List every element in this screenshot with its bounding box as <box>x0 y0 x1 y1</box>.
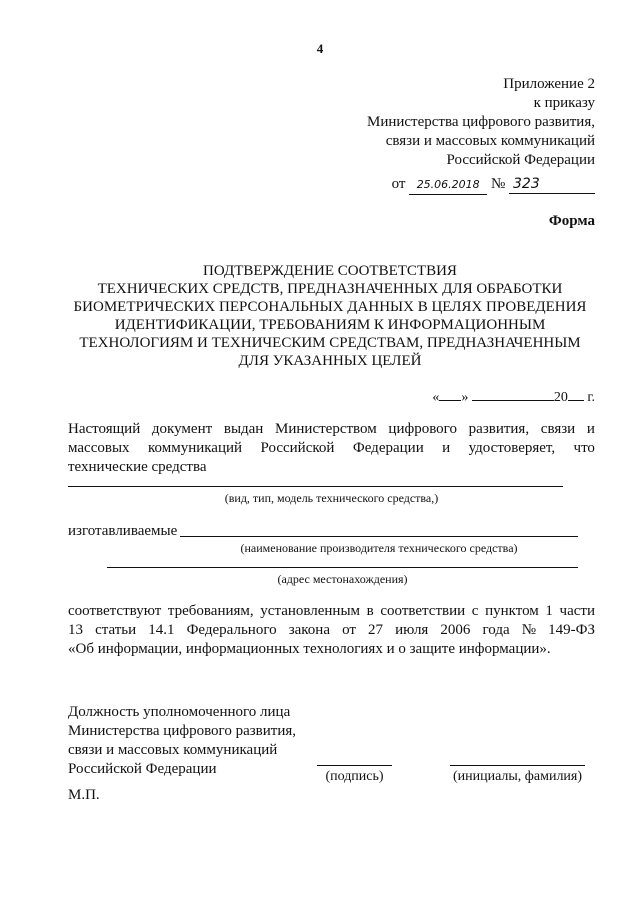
signatory-block <box>68 703 296 779</box>
signature-blank-line <box>317 765 392 766</box>
word: Министерством <box>275 421 377 437</box>
word: Федерального <box>186 622 277 638</box>
word: развития, <box>468 421 530 437</box>
year-prefix: 20 <box>553 390 568 405</box>
open-quote: « <box>432 390 440 405</box>
appendix-line: связи и массовых коммуникаций <box>385 133 595 149</box>
title-line: ТЕХНОЛОГИЯМ И ТЕХНИЧЕСКИМ СРЕДСТВАМ, ПРЕДНАЗНАЧЕННЫМ <box>79 335 581 351</box>
word: коммуникаций <box>147 440 243 456</box>
compliance-paragraph <box>68 602 595 659</box>
intro-line <box>68 420 595 439</box>
word: требованиям, <box>167 603 254 619</box>
word: статьи <box>95 622 137 638</box>
word: массовых <box>68 440 130 456</box>
word: установленным <box>260 603 361 619</box>
document-title <box>60 262 600 370</box>
word: 13 <box>68 622 83 638</box>
word: что <box>573 440 595 456</box>
manufacturer-blank-line <box>180 536 578 537</box>
signatory-line: Должность уполномоченного лица <box>68 704 291 720</box>
signatory-line: связи и массовых коммуникаций <box>68 742 278 758</box>
title-line: БИОМЕТРИЧЕСКИХ ПЕРСОНАЛЬНЫХ ДАННЫХ В ЦЕЛЯХ ПРОВЕДЕНИЯ <box>73 299 587 315</box>
compliance-line: «Об информации, информационных технологиях и о защите информации». <box>68 641 551 657</box>
word: Федерации <box>352 440 424 456</box>
word: закона <box>288 622 330 638</box>
title-line: ИДЕНТИФИКАЦИИ, ТРЕБОВАНИЯМ К ИНФОРМАЦИОННЫМ <box>114 317 546 333</box>
word: 27 <box>368 622 383 638</box>
form-label: Форма <box>548 213 595 229</box>
compliance-line <box>68 602 595 621</box>
word: части <box>559 603 595 619</box>
month-blank <box>472 387 554 401</box>
word: соответствии <box>380 603 466 619</box>
word: № <box>521 622 537 638</box>
word: 149-ФЗ <box>548 622 595 638</box>
title-line: ПОДТВЕРЖДЕНИЕ СООТВЕТСТВИЯ <box>203 263 457 279</box>
name-caption: (инициалы, фамилия) <box>452 769 583 784</box>
word: от <box>342 622 356 638</box>
word: 2006 <box>440 622 471 638</box>
issue-date-blank <box>432 387 595 407</box>
word: и <box>442 440 451 456</box>
close-quote: » <box>461 390 469 405</box>
stamp-label: М.П. <box>68 787 100 803</box>
name-blank-line <box>450 765 585 766</box>
appendix-line: Российской Федерации <box>446 152 595 168</box>
appendix-line: Приложение 2 <box>503 76 595 92</box>
year-blank <box>568 387 584 401</box>
word: 1 <box>545 603 553 619</box>
device-caption: (вид, тип, модель технического средства,) <box>224 491 439 505</box>
manufacturer-caption: (наименование производителя технического средства) <box>240 541 518 555</box>
word: Настоящий <box>68 421 141 437</box>
signatory-line: Министерства цифрового развития, <box>68 723 297 739</box>
address-blank-line <box>107 567 578 568</box>
intro-line: технические средства <box>68 459 207 475</box>
handwritten-date: 25.06.2018 <box>409 176 487 195</box>
appendix-header <box>367 75 595 170</box>
number-prefix: № <box>490 176 506 192</box>
page-number: 4 <box>316 41 324 56</box>
word: года <box>482 622 510 638</box>
order-date-number <box>392 175 595 195</box>
word: выдан <box>223 421 264 437</box>
appendix-line: Министерства цифрового развития, <box>366 114 595 130</box>
title-line: ДЛЯ УКАЗАННЫХ ЦЕЛЕЙ <box>238 353 422 369</box>
word: документ <box>151 421 213 437</box>
word: Российской <box>260 440 335 456</box>
compliance-line <box>68 621 595 640</box>
signature-caption: (подпись) <box>325 769 384 784</box>
title-line: ТЕХНИЧЕСКИХ СРЕДСТВ, ПРЕДНАЗНАЧЕННЫХ ДЛЯ ОБРАБОТКИ <box>97 281 563 297</box>
intro-line <box>68 439 595 458</box>
word: связи <box>540 421 576 437</box>
date-prefix: от <box>391 176 406 192</box>
word: 14.1 <box>148 622 175 638</box>
word: июля <box>395 622 429 638</box>
word: и <box>586 421 595 437</box>
manufacturer-label: изготавливаемые <box>68 523 178 539</box>
intro-paragraph <box>68 420 595 477</box>
word: цифрового <box>388 421 457 437</box>
device-blank-line <box>68 486 563 487</box>
handwritten-number: 323 <box>509 175 595 194</box>
day-blank <box>439 387 461 401</box>
appendix-line: к приказу <box>533 95 595 111</box>
address-caption: (адрес местонахождения) <box>277 572 408 586</box>
word: в <box>366 603 374 619</box>
word: пунктом <box>485 603 539 619</box>
year-suffix: г. <box>587 390 595 405</box>
signatory-line: Российской Федерации <box>68 761 217 777</box>
word: удостоверяет, <box>468 440 556 456</box>
word: с <box>471 603 479 619</box>
word: соответствуют <box>68 603 162 619</box>
